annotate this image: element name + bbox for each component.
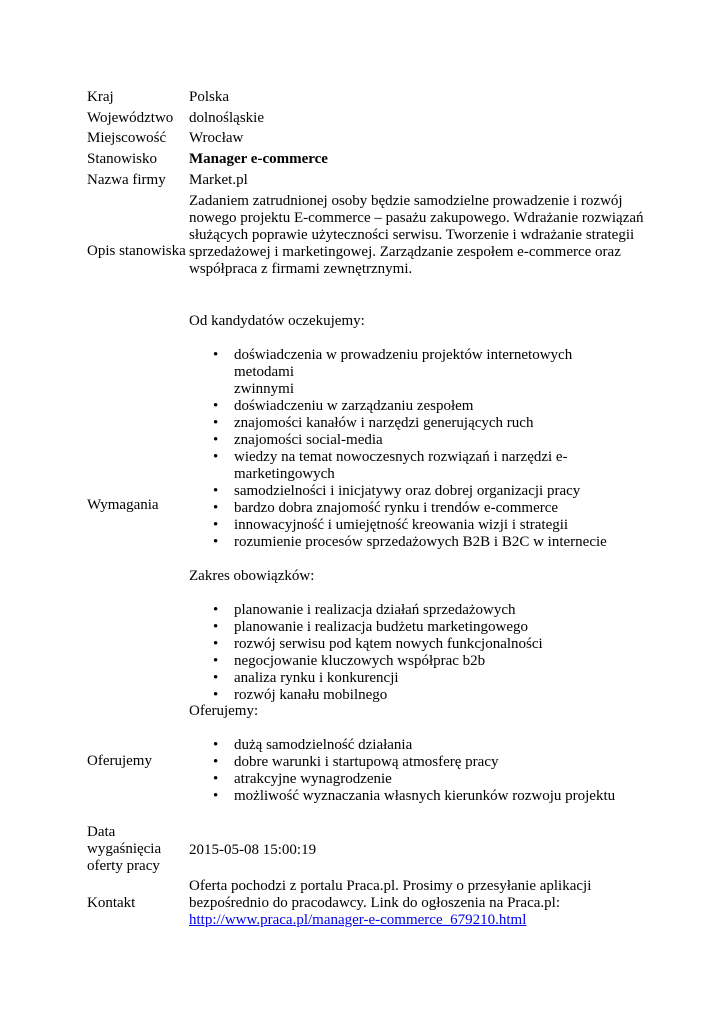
list-item-line: • rozwój kanału mobilnego xyxy=(234,687,388,703)
list-item xyxy=(189,754,634,771)
list-item xyxy=(189,432,634,449)
expect-list xyxy=(189,347,649,551)
oferujemy-content xyxy=(189,703,649,805)
list-item xyxy=(189,636,634,653)
opis-line: służących poprawie użyteczności serwisu. Tworzenie i wdrażanie strategii xyxy=(189,227,635,243)
list-item-line: • planowanie i realizacja działań sprzedażowych xyxy=(234,602,516,618)
kontakt-line: Oferta pochodzi z portalu Praca.pl. Prosimy o przesyłanie aplikacji xyxy=(189,878,592,894)
value-miejscowosc: Wrocław xyxy=(189,130,244,146)
opis-line: sprzedażowej i marketingowej. Zarządzanie zespołem e-commerce oraz xyxy=(189,244,621,260)
value-stanowisko: Manager e-commerce xyxy=(189,151,328,167)
list-item-line: zwinnymi xyxy=(234,381,294,397)
list-item xyxy=(189,653,634,670)
label-kraj: Kraj xyxy=(87,89,114,105)
list-item xyxy=(189,788,634,805)
list-item-line: • dobre warunki i startupową atmosferę pracy xyxy=(234,754,499,770)
list-item-line: • znajomości social-media xyxy=(234,432,383,448)
label-line: Data xyxy=(87,824,116,840)
list-item xyxy=(189,771,634,788)
label-nazwa-firmy: Nazwa firmy xyxy=(87,172,166,188)
value-nazwa-firmy: Market.pl xyxy=(189,172,248,188)
label-miejscowosc: Miejscowość xyxy=(87,130,167,146)
list-item-line: • dużą samodzielność działania xyxy=(234,737,413,753)
offer-list xyxy=(189,737,649,805)
label-wymagania: Wymagania xyxy=(87,497,159,513)
opis-stanowiska-text xyxy=(189,193,649,278)
label-stanowisko: Stanowisko xyxy=(87,151,158,167)
list-item xyxy=(189,602,634,619)
list-item xyxy=(189,347,634,398)
opis-line: nowego projektu E-commerce – pasażu zakupowego. Wdrażanie rozwiązań xyxy=(189,210,644,226)
list-item xyxy=(189,500,634,517)
list-item-line: • możliwość wyznaczania własnych kierunków rozwoju projektu xyxy=(234,788,616,804)
list-item-line: • planowanie i realizacja budżetu marketingowego xyxy=(234,619,529,635)
value-kraj: Polska xyxy=(189,89,230,105)
list-item xyxy=(189,449,634,483)
offer-link[interactable]: http://www.praca.pl/manager-e-commerce_679210.html xyxy=(189,912,527,928)
list-item xyxy=(189,670,634,687)
list-item xyxy=(189,619,634,636)
list-item-line: • analiza rynku i konkurencji xyxy=(234,670,399,686)
kontakt-text xyxy=(189,878,649,929)
wymagania-content xyxy=(189,313,649,704)
label-line: oferty pracy xyxy=(87,858,160,874)
list-item-line: • innowacyjność i umiejętność kreowania wizji i strategii xyxy=(234,517,569,533)
label-line: wygaśnięcia xyxy=(87,841,162,857)
value-wojewodztwo: dolnośląskie xyxy=(189,110,264,126)
list-item-line: • rozwój serwisu pod kątem nowych funkcjonalności xyxy=(234,636,543,652)
kontakt-line: bezpośrednio do pracodawcy. Link do ogłoszenia na Praca.pl: xyxy=(189,895,560,911)
list-item-line: • bardzo dobra znajomość rynku i trendów e-commerce xyxy=(234,500,559,516)
list-item xyxy=(189,737,634,754)
list-item xyxy=(189,398,634,415)
offer-title: Oferujemy: xyxy=(189,703,259,719)
list-item-line: • doświadczeniu w zarządzaniu zespołem xyxy=(234,398,474,414)
list-item xyxy=(189,687,634,704)
list-item-line: • atrakcyjne wynagrodzenie xyxy=(234,771,392,787)
expect-title: Od kandydatów oczekujemy: xyxy=(189,313,365,329)
value-data-wygasniecia: 2015-05-08 15:00:19 xyxy=(189,842,317,858)
list-item xyxy=(189,415,634,432)
label-kontakt: Kontakt xyxy=(87,895,136,911)
list-item-line: • negocjowanie kluczowych współprac b2b xyxy=(234,653,486,669)
label-oferujemy: Oferujemy xyxy=(87,753,152,769)
list-item xyxy=(189,517,634,534)
label-opis-stanowiska: Opis stanowiska xyxy=(87,243,186,259)
list-item-line: marketingowych xyxy=(234,466,335,482)
list-item-line: • rozumienie procesów sprzedażowych B2B i B2C w internecie xyxy=(234,534,607,550)
duties-list xyxy=(189,602,649,704)
list-item-line: • samodzielności i inicjatywy oraz dobrej organizacji pracy xyxy=(234,483,581,499)
list-item xyxy=(189,483,634,500)
list-item-line: • znajomości kanałów i narzędzi generujących ruch xyxy=(234,415,534,431)
list-item-line: • doświadczenia w prowadzeniu projektów internetowych metodami xyxy=(234,347,573,380)
opis-line: współpraca z firmami zewnętrznymi. xyxy=(189,261,413,277)
duties-title: Zakres obowiązków: xyxy=(189,568,315,584)
opis-line: Zadaniem zatrudnionej osoby będzie samodzielne prowadzenie i rozwój xyxy=(189,193,623,209)
list-item xyxy=(189,534,634,551)
label-data-wygasniecia xyxy=(87,824,187,875)
label-wojewodztwo: Województwo xyxy=(87,110,174,126)
list-item-line: • wiedzy na temat nowoczesnych rozwiązań i narzędzi e- xyxy=(234,449,568,465)
